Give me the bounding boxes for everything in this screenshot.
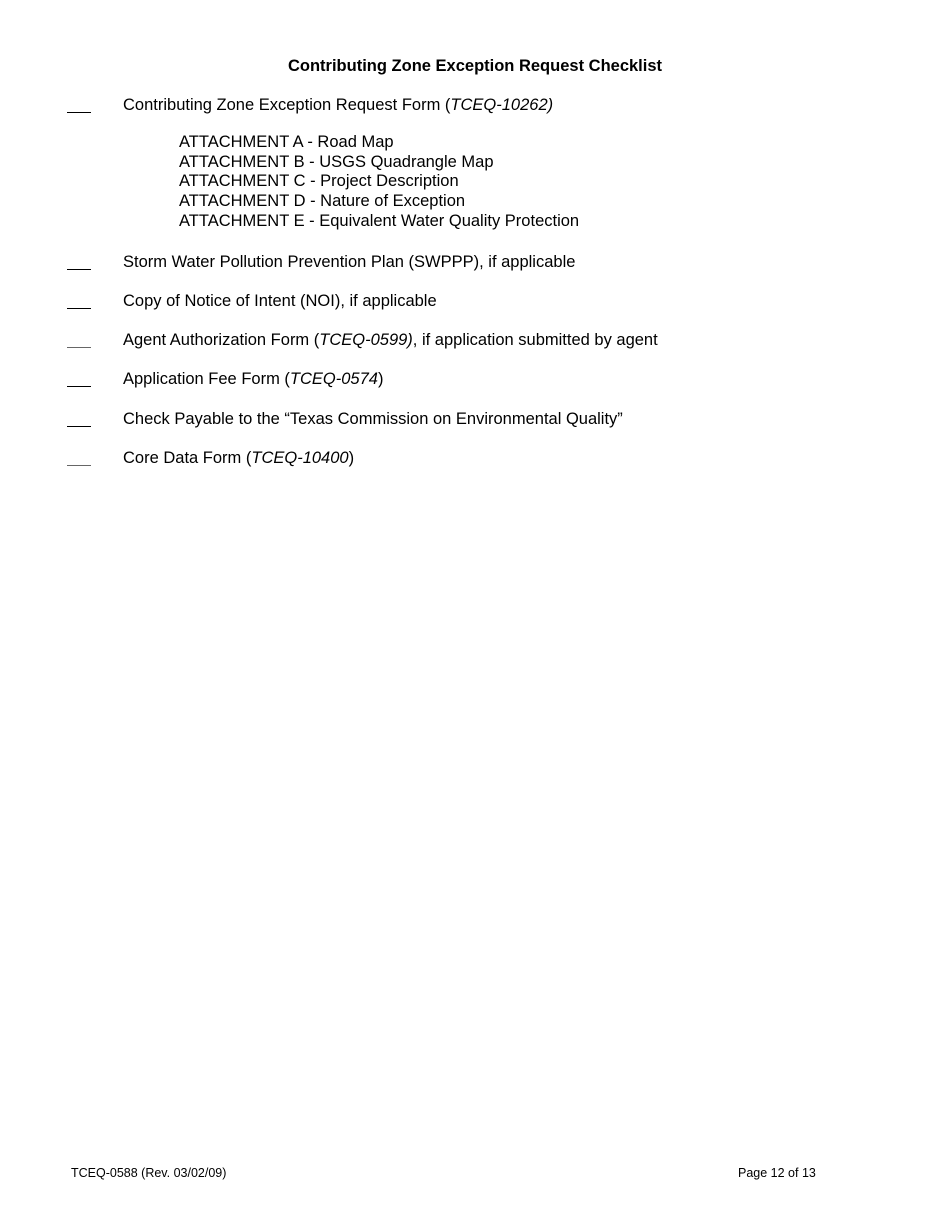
checklist-item-label bbox=[123, 290, 437, 312]
checklist-item-agent-authorization bbox=[0, 329, 900, 353]
checklist-item-core-data bbox=[0, 447, 900, 471]
checklist-item-swppp bbox=[0, 251, 900, 275]
item-text: Storm Water Pollution Prevention Plan (SWPPP), if applicable bbox=[123, 253, 576, 271]
item-text: Agent Authorization Form ( bbox=[123, 331, 320, 349]
checklist-item-fee-form bbox=[0, 368, 900, 392]
checklist-item-label bbox=[123, 368, 383, 390]
checkbox-blank[interactable] bbox=[67, 269, 91, 270]
item-text-after: ) bbox=[377, 370, 384, 388]
page-title: Contributing Zone Exception Request Checklist bbox=[287, 57, 663, 75]
checkbox-blank[interactable] bbox=[67, 386, 91, 387]
checkbox-blank[interactable] bbox=[67, 465, 91, 466]
checkbox-blank[interactable] bbox=[67, 347, 91, 348]
page-number-footer: Page 12 of 13 bbox=[738, 1166, 816, 1180]
checklist-item-check-payable bbox=[0, 408, 900, 432]
item-text: Copy of Notice of Intent (NOI), if applicable bbox=[123, 292, 437, 310]
form-number-footer: TCEQ-0588 (Rev. 03/02/09) bbox=[71, 1166, 227, 1180]
checkbox-blank[interactable] bbox=[67, 426, 91, 427]
attachment-item: ATTACHMENT E - Equivalent Water Quality Protection bbox=[179, 211, 580, 230]
attachment-item: ATTACHMENT B - USGS Quadrangle Map bbox=[179, 152, 494, 171]
checklist-item-request-form bbox=[0, 94, 900, 118]
attachment-item: ATTACHMENT C - Project Description bbox=[179, 172, 459, 191]
checklist-item-label bbox=[123, 447, 354, 469]
attachment-item: ATTACHMENT D - Nature of Exception bbox=[179, 192, 466, 211]
item-text-after: , if application submitted by agent bbox=[412, 331, 658, 349]
item-form-number: TCEQ-10400 bbox=[251, 449, 349, 467]
item-text: Core Data Form ( bbox=[123, 449, 252, 467]
checkbox-blank[interactable] bbox=[67, 112, 91, 113]
checklist-item-label bbox=[123, 251, 575, 273]
item-text: Check Payable to the “Texas Commission on Environmental Quality” bbox=[123, 410, 623, 428]
item-form-number: TCEQ-10262) bbox=[450, 96, 554, 114]
item-text-after: ) bbox=[348, 449, 355, 467]
checkbox-blank[interactable] bbox=[67, 308, 91, 309]
item-text: Contributing Zone Exception Request Form ( bbox=[123, 96, 451, 114]
checklist-item-noi bbox=[0, 290, 900, 314]
attachment-list bbox=[179, 133, 579, 232]
attachment-item: ATTACHMENT A - Road Map bbox=[179, 133, 394, 151]
checklist-item-label bbox=[123, 94, 553, 116]
checklist-item-label bbox=[123, 329, 658, 351]
item-form-number: TCEQ-0599) bbox=[319, 331, 413, 349]
checklist-item-label bbox=[123, 408, 623, 430]
item-text: Application Fee Form ( bbox=[123, 370, 290, 388]
item-form-number: TCEQ-0574 bbox=[289, 370, 378, 388]
